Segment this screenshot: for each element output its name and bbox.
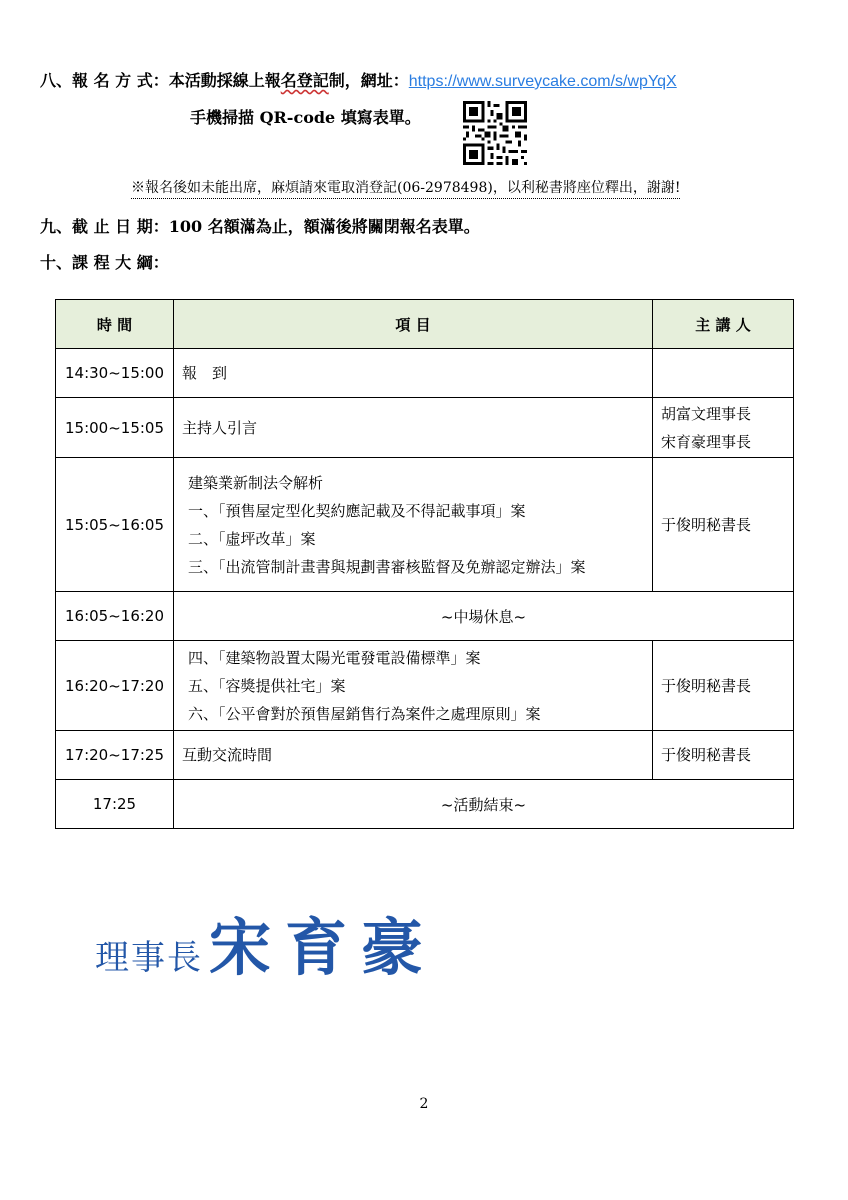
time-cell: 14:30~15:00 (56, 349, 174, 398)
speaker-cell: 胡富文理事長 宋育豪理事長 (653, 398, 794, 458)
registration-text: 本活動採線上報名登記制，網址： (168, 71, 409, 90)
table-row (56, 641, 794, 731)
time-cell: 17:25 (56, 780, 174, 829)
time-cell: 16:05~16:20 (56, 592, 174, 641)
time-cell: 17:20~17:25 (56, 731, 174, 780)
registration-url-link[interactable]: https://www.surveycake.com/s/wpYqX (408, 73, 677, 90)
table-header-row (56, 300, 794, 349)
time-cell: 15:00~15:05 (56, 398, 174, 458)
qr-code-icon (463, 101, 527, 169)
item-cell: 四、「建築物設置太陽光電發電設備標準」案 五、「容獎提供社宅」案 六、「公平會對於預售屋銷售行為案件之處理原則」案 (174, 641, 653, 731)
qr-instruction: 手機掃描 QR-code 填寫表單。 (190, 108, 421, 127)
outline-heading: 十、課 程 大 綱： (40, 253, 169, 272)
break-cell: ~中場休息~ (174, 592, 794, 641)
header-time: 時 間 (56, 300, 174, 349)
page-number: 2 (419, 1096, 429, 1112)
chairman-signature (95, 898, 437, 987)
speaker-cell: 于俊明秘書長 (653, 641, 794, 731)
signature-title: 理事長 (95, 938, 203, 978)
deadline-label: 九、截 止 日 期： (40, 217, 169, 236)
table-row (56, 458, 794, 592)
time-cell: 15:05~16:05 (56, 458, 174, 592)
speaker-cell: 于俊明秘書長 (653, 458, 794, 592)
registration-label: 八、報 名 方 式： (40, 71, 169, 90)
item-cell: 主持人引言 (174, 398, 653, 458)
deadline-text: 100 名額滿為止，額滿後將關閉報名表單。 (168, 217, 480, 236)
deadline-line (40, 214, 480, 237)
signature-name: 宋育豪 (209, 911, 438, 984)
table-row (56, 780, 794, 829)
table-row (56, 731, 794, 780)
table-row (56, 398, 794, 458)
speaker-cell (653, 349, 794, 398)
schedule-table (55, 299, 794, 829)
item-cell: 建築業新制法令解析 一、「預售屋定型化契約應記載及不得記載事項」案 二、「虛坪改革」案 三、「出流管制計畫書與規劃書審核監督及免辦認定辦法」案 (174, 458, 653, 592)
end-cell: ~活動結束~ (174, 780, 794, 829)
table-row (56, 349, 794, 398)
cancellation-note: ※報名後如未能出席，麻煩請來電取消登記(06-2978498)，以利秘書將座位釋出，謝謝! (131, 177, 680, 199)
item-cell: 互動交流時間 (174, 731, 653, 780)
header-speaker: 主 講 人 (653, 300, 794, 349)
table-row (56, 592, 794, 641)
registration-line (40, 68, 677, 91)
item-cell: 報 到 (174, 349, 653, 398)
header-item: 項 目 (174, 300, 653, 349)
time-cell: 16:20~17:20 (56, 641, 174, 731)
speaker-cell: 于俊明秘書長 (653, 731, 794, 780)
